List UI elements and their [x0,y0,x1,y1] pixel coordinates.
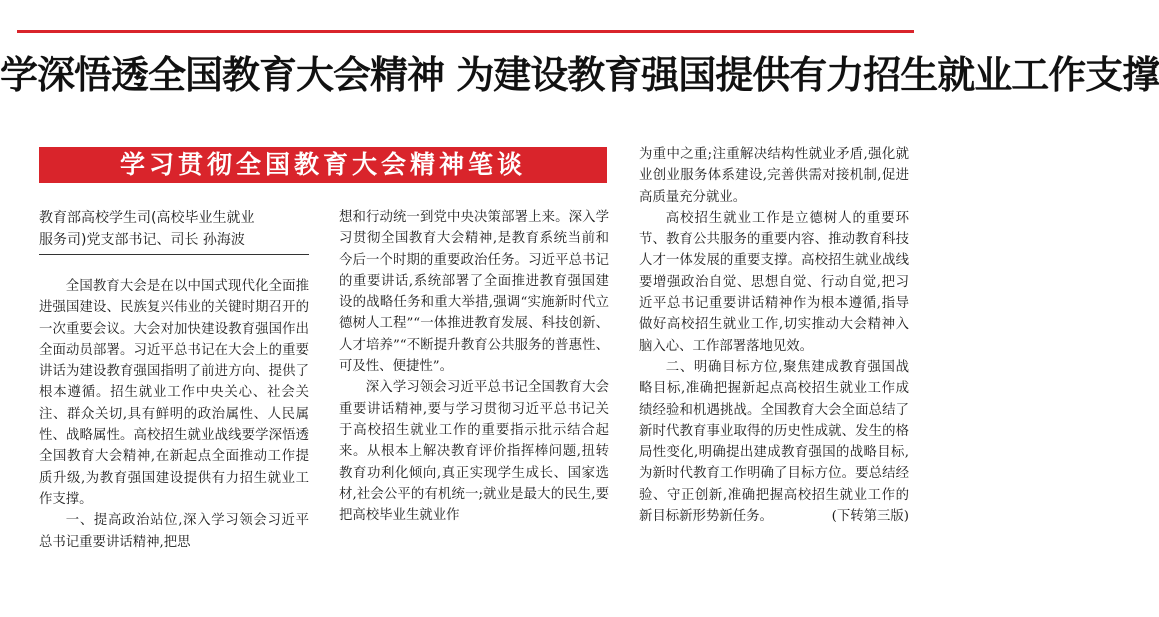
byline-divider [39,254,309,255]
paragraph: 高校招生就业工作是立德树人的重要环节、教育公共服务的重要内容、推动教育科技人才一体发展的重要支撑。高校招生就业战线要增强政治自觉、思想自觉、行动自觉,把习近平总书记重要讲话精神作为根本遵循,指导做好高校招生就业工作,切实推动大会精神入脑入心、工作部署落地见效。 [639,210,909,354]
section-banner: 学习贯彻全国教育大会精神笔谈 [39,147,607,183]
article-column-1 [39,276,309,600]
paragraph: 全国教育大会是在以中国式现代化全面推进强国建设、民族复兴伟业的关键时期召开的一次重要会议。大会对加快建设教育强国作出全面动员部署。习近平总书记在大会上的重要讲话为建设教育强国指明了前进方向、提供了根本遵循。招生就业工作中央关心、社会关注、群众关切,具有鲜明的政治属性、人民属性、战略属性。高校招生就业战线要学深悟透全国教育大会精神,在新起点全面推动工作提质升级,为教育强国建设提供有力招生就业工作支撑。 [39,279,309,507]
author-line-1: 教育部高校学生司(高校毕业生就业 [39,210,255,226]
article-column-2 [339,207,609,600]
author-byline [39,207,309,251]
paragraph-text: 二、明确目标方位,聚焦建成教育强国战略目标,准确把握新起点高校招生就业工作成绩经验和机遇挑战。全国教育大会全面总结了新时代教育事业取得的历史性成就、发生的格局性变化,明确提出建成教育强国的战略目标,为新时代教育工作明确了目标方位。要总结经验、守正创新,准确把握高校招生就业工作的新目标新形势新任务。 [639,359,909,525]
author-line-2: 服务司)党支部书记、司长 孙海波 [39,232,245,248]
paragraph: 一、提高政治站位,深入学习领会习近平总书记重要讲话精神,把思 [39,513,309,550]
paragraph: 为重中之重;注重解决结构性就业矛盾,强化就业创业服务体系建设,完善供需对接机制,促进高质量充分就业。 [639,147,909,205]
paragraph: 想和行动统一到党中央决策部署上来。深入学习贯彻全国教育大会精神,是教育系统当前和今后一个时期的重要政治任务。习近平总书记的重要讲话,系统部署了全面推进教育强国建设的战略任务和重大举措,强调“实施新时代立德树人工程”“一体推进教育发展、科技创新、人才培养”“不断提升教育公共服务的普惠性、可及性、便捷性”。 [339,210,609,375]
paragraph: 深入学习领会习近平总书记全国教育大会重要讲话精神,要与学习贯彻习近平总书记关于高校招生就业工作的重要指示批示结合起来。从根本上解决教育评价指挥棒问题,扭转教育功利化倾向,真正实现学生成长、国家选材,社会公平的有机统一;就业是最大的民生,要把高校毕业生就业作 [339,380,609,524]
paragraph [639,357,909,527]
continued-note: (下转第三版) [831,509,909,525]
top-rule [17,30,914,33]
headline: 学深悟透全国教育大会精神 为建设教育强国提供有力招生就业工作支撑 [0,53,1159,97]
article-column-3 [639,144,909,600]
